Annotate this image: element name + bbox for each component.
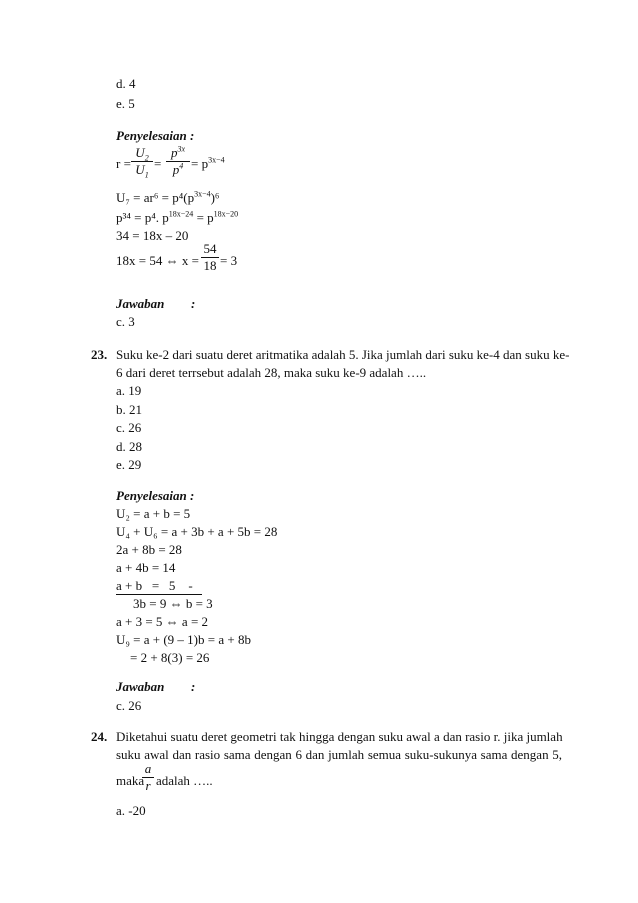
r-frac2-den-sup: 4 (179, 161, 184, 171)
question-24-text-line2 (116, 747, 562, 763)
line-p34 (116, 210, 238, 226)
line-18x: 18x = 54 ⇔ x = (116, 253, 199, 268)
r-den: U (135, 162, 145, 177)
x-result: = 3 (220, 253, 238, 268)
x-fraction (201, 242, 219, 273)
line-u7 (116, 190, 219, 206)
line-34: 34 = 18x – 20 (116, 228, 189, 243)
x-frac-num: 54 (203, 241, 217, 256)
q23-option-d: d. 28 (116, 439, 142, 454)
q23-option-a: a. 19 (116, 383, 142, 398)
line-p34-a: p³⁴ = p⁴. p (116, 210, 169, 225)
q23-step-5: a + b = 5 - (116, 578, 193, 593)
line-u7-sup: 3x−4 (194, 189, 211, 199)
q23-option-c: c. 26 (116, 420, 142, 435)
q23-step-4: a + 4b = 14 (116, 560, 176, 575)
q23-answer-colon: : (191, 679, 196, 694)
q23-answer-label: Jawaban (116, 679, 165, 694)
q23-solution-heading: Penyelesaian : (116, 488, 195, 503)
r-eq2-text: = p (191, 156, 209, 171)
r-frac2-num: p (170, 145, 178, 160)
q23-step-6: 3b = 9 ⇔ b = 3 (133, 596, 213, 611)
r-eq2 (191, 156, 225, 172)
q24-line1: Diketahui suatu deret geometri tak hingga dengan suku awal a dan rasio r. jika jumlah (116, 729, 563, 744)
q24-line2: suku awal dan rasio sama dengan 6 dan jumlah semua suku-sukunya sama dengan 5, (116, 747, 562, 762)
answer-colon: : (191, 296, 196, 311)
line-p34-b: = p (193, 210, 214, 225)
r-num-sub: 2 (144, 153, 149, 163)
frac-den-r: r (145, 778, 151, 793)
q24-option-a: a. -20 (116, 803, 146, 818)
subtraction-line (116, 594, 202, 595)
a-over-r-fraction (142, 762, 154, 793)
question-23-text-line1 (116, 347, 570, 363)
question-24-text-line1 (116, 729, 562, 745)
r-num: U (135, 145, 145, 160)
r-den-sub: 1 (144, 170, 149, 180)
answer-label: Jawaban (116, 296, 165, 311)
q23-option-b: b. 21 (116, 402, 142, 417)
q23-option-e: e. 29 (116, 457, 142, 472)
line-u7-tail: )⁶ (210, 190, 220, 205)
answer-value: c. 3 (116, 314, 135, 329)
q24-text-line3-post: adalah ….. (156, 773, 213, 788)
question-23-text-line2: 6 dari deret terrsebut adalah 28, maka suku ke-9 adalah ….. (116, 365, 427, 380)
q23-step-2: U₄ + U₆ = a + 3b + a + 5b = 28 (116, 524, 278, 539)
r-frac2-den: p (172, 162, 180, 177)
q24-text-line3-pre: maka (116, 773, 145, 788)
option-e: e. 5 (116, 96, 135, 111)
q23-step-7: a + 3 = 5 ⇔ a = 2 (116, 614, 209, 629)
q23-step-8: U₉ = a + (9 – 1)b = a + 8b (116, 632, 251, 647)
solution-heading: Penyelesaian : (116, 128, 195, 143)
q23-step-1: U₂ = a + b = 5 (116, 506, 191, 521)
frac-num-a: a (144, 761, 152, 776)
r-frac2-num-sup: 3x (177, 144, 186, 154)
line-p34-sup2: 18x−20 (213, 209, 239, 219)
q23-line1: Suku ke-2 dari suatu deret aritmatika adalah 5. Jika jumlah dari suku ke-4 dan suku ke- (116, 347, 570, 362)
r-lhs: r = (116, 156, 131, 171)
question-24-number: 24. (91, 729, 108, 744)
r-eq2-sup: 3x−4 (208, 155, 225, 165)
r-fraction-u (131, 145, 153, 180)
question-23-number: 23. (91, 347, 108, 362)
r-eq1: = (154, 156, 162, 171)
x-frac-den: 18 (203, 258, 217, 273)
line-p34-sup1: 18x−24 (168, 209, 194, 219)
q23-step-9: = 2 + 8(3) = 26 (130, 650, 210, 665)
q23-step-3: 2a + 8b = 28 (116, 542, 182, 557)
r-fraction-p (166, 146, 190, 177)
q23-answer-value: c. 26 (116, 698, 142, 713)
option-d: d. 4 (116, 76, 136, 91)
line-u7-text: U₇ = ar⁶ = p⁴(p (116, 190, 195, 205)
